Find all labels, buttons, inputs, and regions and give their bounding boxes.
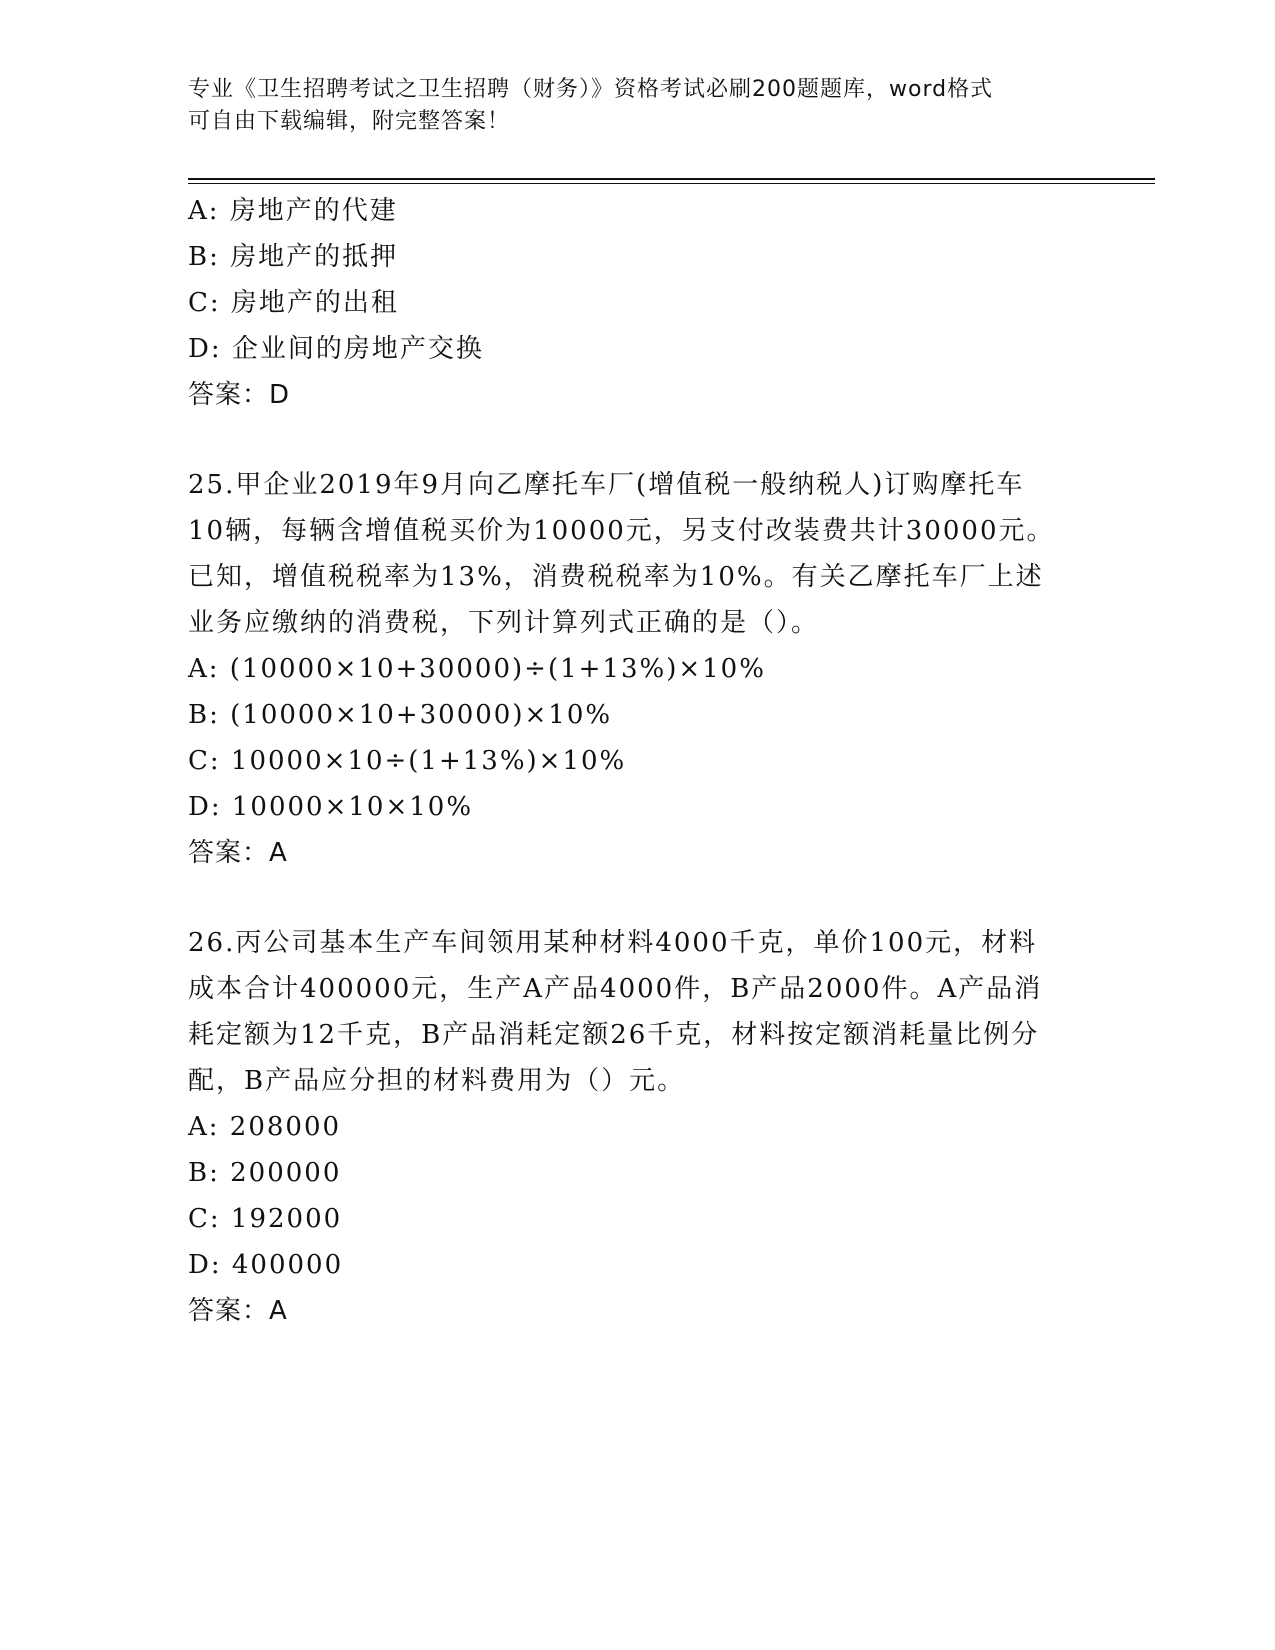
option-a: A: (10000×10+30000)÷(1+13%)×10% <box>188 654 766 684</box>
option-d: D: 10000×10×10% <box>188 792 474 822</box>
option-b: B: (10000×10+30000)×10% <box>188 700 613 730</box>
answer: 答案：D <box>188 380 291 410</box>
question-26 <box>188 920 1088 1334</box>
question-stem-line: 成本合计400000元，生产A产品4000件，B产品2000件。A产品消 <box>188 974 1043 1004</box>
option-d: D: 企业间的房地产交换 <box>188 334 484 364</box>
option-d: D: 400000 <box>188 1250 344 1280</box>
answer: 答案：A <box>188 838 288 868</box>
header-line-2: 可自由下载编辑，附完整答案！ <box>188 109 511 134</box>
question-content <box>188 188 1088 1334</box>
answer: 答案：A <box>188 1296 288 1326</box>
question-24 <box>188 188 1088 418</box>
question-stem-line: 25.甲企业2019年9月向乙摩托车厂(增值税一般纳税人)订购摩托车 <box>188 470 1025 500</box>
question-stem-line: 26.丙公司基本生产车间领用某种材料4000千克，单价100元，材料 <box>188 928 1038 958</box>
option-c: C: 192000 <box>188 1204 343 1234</box>
question-stem-line: 已知，增值税税率为13%，消费税税率为10%。有关乙摩托车厂上述 <box>188 562 1044 592</box>
option-b: B: 房地产的抵押 <box>188 242 399 272</box>
header-line-1: 专业《卫生招聘考试之卫生招聘（财务）》资格考试必刷200题题库，word格式 <box>188 77 994 102</box>
header-divider-thin <box>188 183 1155 184</box>
option-c: C: 10000×10÷(1+13%)×10% <box>188 746 627 776</box>
option-b: B: 200000 <box>188 1158 342 1188</box>
option-c: C: 房地产的出租 <box>188 288 399 318</box>
question-stem-line: 配，B产品应分担的材料费用为（）元。 <box>188 1066 686 1096</box>
question-stem-line: 耗定额为12千克，B产品消耗定额26千克，材料按定额消耗量比例分 <box>188 1020 1040 1050</box>
header-divider-thick <box>188 178 1155 180</box>
question-25 <box>188 462 1088 876</box>
option-a: A: 房地产的代建 <box>188 196 398 226</box>
document-header <box>188 74 1088 138</box>
question-stem-line: 业务应缴纳的消费税，下列计算列式正确的是（）。 <box>188 608 820 638</box>
option-a: A: 208000 <box>188 1112 342 1142</box>
question-stem-line: 10辆，每辆含增值税买价为10000元，另支付改装费共计30000元。 <box>188 516 1055 546</box>
